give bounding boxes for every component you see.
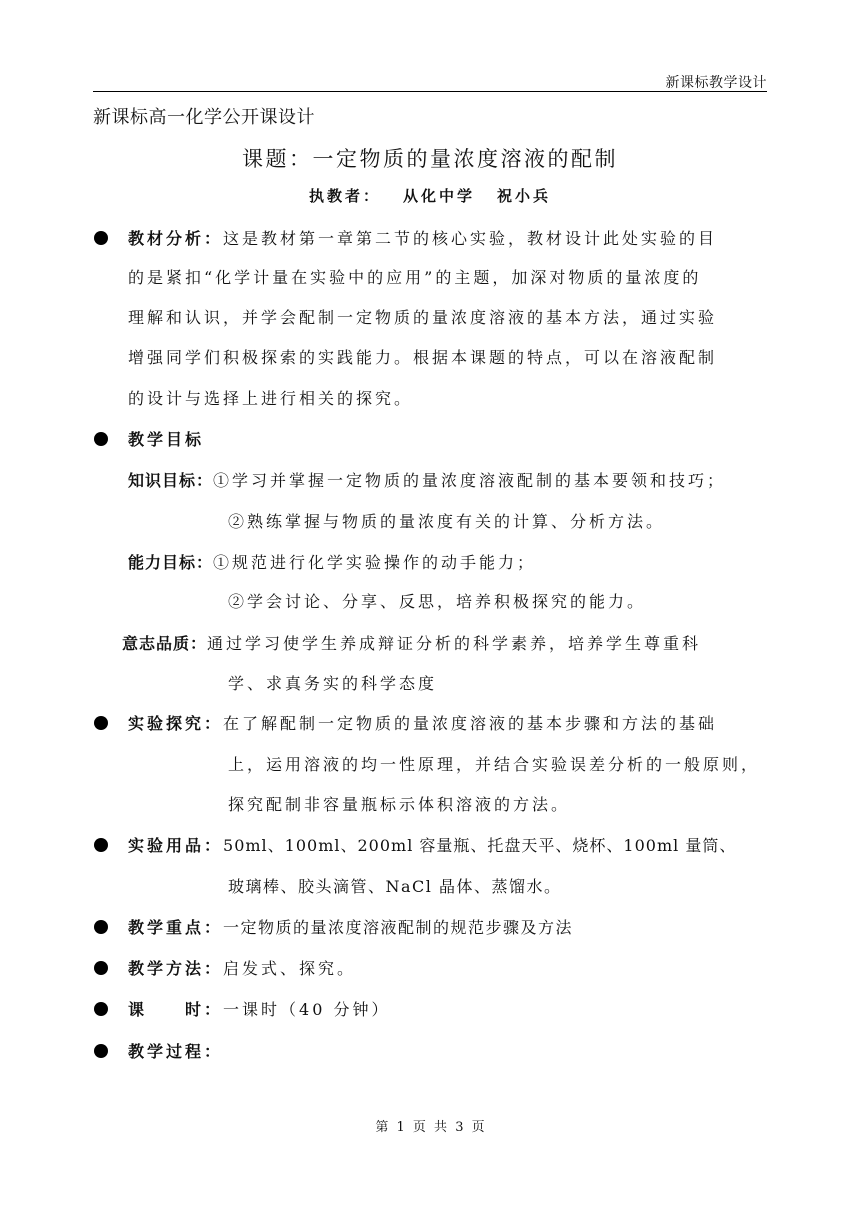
bullet-icon bbox=[94, 920, 108, 934]
teacher-label: 执教者： bbox=[308, 187, 381, 205]
teacher-line bbox=[0, 185, 860, 206]
knowledge-goal-text: ①学习并掌握一定物质的量浓度溶液配制的基本要领和技巧； bbox=[213, 471, 727, 490]
will-goal-label: 意志品质： bbox=[122, 634, 208, 653]
bullet-icon bbox=[94, 432, 108, 446]
analysis-line: 的是紧扣“化学计量在实验中的应用”的主题，加深对物质的量浓度的 bbox=[128, 268, 702, 287]
method-label: 教学方法： bbox=[128, 959, 224, 978]
bullet-icon bbox=[94, 716, 108, 730]
ability-goal-label: 能力目标： bbox=[128, 553, 214, 572]
period-label: 课 时： bbox=[128, 1000, 224, 1019]
teacher-name: 祝小兵 bbox=[497, 187, 552, 205]
page-number: 第 1 页 共 3 页 bbox=[375, 1120, 485, 1135]
knowledge-goal-line: ②熟练掌握与物质的量浓度有关的计算、分析方法。 bbox=[228, 512, 666, 531]
will-goal-line bbox=[122, 636, 701, 652]
analysis-line: 增强同学们积极探索的实践能力。根据本课题的特点，可以在溶液配制 bbox=[128, 348, 718, 367]
document-title: 新课标高一化学公开课设计 bbox=[93, 107, 315, 128]
bullet-icon bbox=[94, 1044, 108, 1058]
knowledge-goal-line bbox=[128, 473, 726, 489]
ability-goal-line: ②学会讨论、分享、反思，培养积极探究的能力。 bbox=[228, 592, 647, 611]
focus-text: 一定物质的量浓度溶液配制的规范步骤及方法 bbox=[223, 918, 574, 937]
materials-text: 50ml、100ml、200ml 容量瓶、托盘天平、烧杯、100ml 量筒、 bbox=[223, 836, 737, 855]
analysis-text: 这是教材第一章第二节的核心实验，教材设计此处实验的目 bbox=[223, 229, 718, 248]
inquiry-line: 探究配制非容量瓶标示体积溶液的方法。 bbox=[228, 795, 571, 814]
period-line bbox=[128, 1002, 390, 1018]
materials-line bbox=[128, 838, 736, 854]
method-line bbox=[128, 961, 356, 977]
goals-heading: 教学目标 bbox=[128, 430, 205, 449]
bullet-icon bbox=[94, 838, 108, 852]
focus-label: 教学重点： bbox=[128, 918, 224, 937]
topic-heading: 课题：一定物质的量浓度溶液的配制 bbox=[242, 147, 618, 171]
inquiry-text: 在了解配制一定物质的量浓度溶液的基本步骤和方法的基础 bbox=[223, 714, 718, 733]
method-text: 启发式、探究。 bbox=[223, 959, 357, 978]
focus-line bbox=[128, 920, 573, 936]
running-header: 新课标教学设计 bbox=[665, 75, 767, 91]
inquiry-line: 上，运用溶液的均一性原理，并结合实验误差分析的一般原则， bbox=[228, 755, 761, 774]
will-goal-line: 学、求真务实的科学态度 bbox=[228, 674, 438, 693]
process-label: 教学过程： bbox=[128, 1042, 224, 1061]
period-text: 一课时（40 分钟） bbox=[223, 1000, 391, 1019]
ability-goal-line bbox=[128, 555, 536, 571]
materials-line: 玻璃棒、胶头滴管、NaCl 晶体、蒸馏水。 bbox=[228, 877, 562, 896]
will-goal-text: 通过学习使学生养成辩证分析的科学素养，培养学生尊重科 bbox=[207, 634, 702, 653]
analysis-line bbox=[128, 231, 717, 247]
knowledge-goal-label: 知识目标： bbox=[128, 471, 214, 490]
analysis-line: 理解和认识，并学会配制一定物质的量浓度溶液的基本方法，通过实验 bbox=[128, 308, 718, 327]
bullet-icon bbox=[94, 961, 108, 975]
teacher-school: 从化中学 bbox=[402, 187, 475, 205]
ability-goal-text: ①规范进行化学实验操作的动手能力； bbox=[213, 553, 537, 572]
inquiry-line bbox=[128, 716, 717, 732]
materials-label: 实验用品： bbox=[128, 836, 224, 855]
header-divider bbox=[93, 91, 767, 92]
inquiry-label: 实验探究： bbox=[128, 714, 224, 733]
bullet-icon bbox=[94, 231, 108, 245]
analysis-label: 教材分析： bbox=[128, 229, 224, 248]
bullet-icon bbox=[94, 1002, 108, 1016]
analysis-line: 的设计与选择上进行相关的探究。 bbox=[128, 389, 414, 408]
